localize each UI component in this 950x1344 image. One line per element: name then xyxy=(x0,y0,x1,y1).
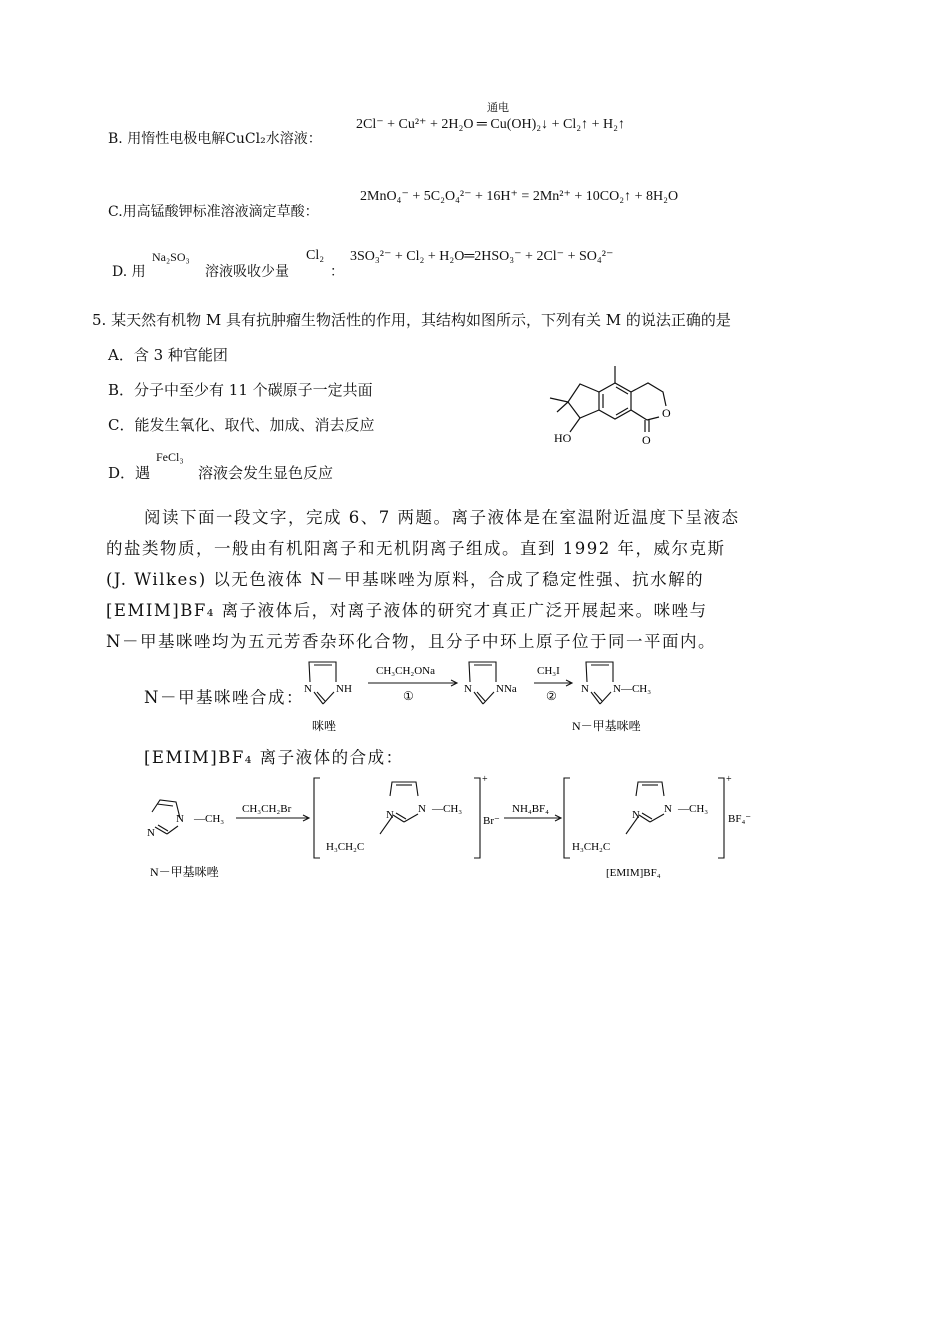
option-c-equation: 2MnO₄⁻ + 5C₂O₄²⁻ + 16H⁺ = 2Mn²⁺ + 10CO₂↑ + 8H₂O xyxy=(360,189,679,204)
option-b-equation: 2Cl⁻ + Cu²⁺ + 2H₂O ═ Cu(OH)₂↓ + Cl₂↑ + H₂↑ xyxy=(356,117,626,132)
start-n1: N xyxy=(176,813,184,825)
scheme-1-step-1: ① xyxy=(403,689,414,703)
scheme-1-step-2: ② xyxy=(546,689,557,703)
cation2-n1: N xyxy=(664,803,672,815)
imidazolide-nna: NNa xyxy=(496,683,517,695)
ring-oxygen-label: O xyxy=(662,406,671,420)
option-d-colon: ： xyxy=(330,264,344,280)
scheme-2-title: [EMIM]BF₄ 离子液体的合成： xyxy=(144,748,404,767)
cation1-ethyl: H₃CH₂C xyxy=(326,841,365,853)
question-5-option-b: B．分子中至少有 11 个碳原子一定共面 xyxy=(108,381,373,399)
tetrafluoroborate-anion: BF₄⁻ xyxy=(728,813,752,825)
scheme-2-reagent-1: CH₃CH₂Br xyxy=(242,803,292,815)
cation1-n3: N xyxy=(386,809,394,821)
scheme-1-reagent-1: CH₃CH₂ONa xyxy=(376,665,436,677)
scheme-1-reagent-2: CH₃I xyxy=(537,665,560,677)
methylimidazole-n3: N xyxy=(581,683,589,695)
question-5-option-c: C．能发生氧化、取代、加成、消去反应 xyxy=(108,416,375,434)
question-5-stem: 5. 某天然有机物 M 具有抗肿瘤生物活性的作用，其结构如图所示，下列有关 M 的说法正确的是 xyxy=(92,311,731,329)
start-methyl: —CH₃ xyxy=(194,813,225,825)
passage-line-1: 阅读下面一段文字，完成 6、7 两题。离子液体是在室温附近温度下呈液态 xyxy=(144,508,740,527)
question-5-option-d-prefix: D．遇 xyxy=(108,464,151,482)
option-d-equation: 3SO₃²⁻ + Cl₂ + H₂O═2HSO₃⁻ + 2Cl⁻ + SO₄²⁻ xyxy=(350,249,614,264)
scheme-2-start-name: N－甲基咪唑 xyxy=(150,865,219,879)
cation1-methyl: —CH₃ xyxy=(432,803,463,815)
passage-line-5: N－甲基咪唑均为五元芳香杂环化合物，且分子中环上原子位于同一平面内。 xyxy=(106,632,716,651)
imidazole-name: 咪唑 xyxy=(312,719,337,733)
passage-line-3: (J. Wilkes) 以无色液体 N－甲基咪唑为原料，合成了稳定性强、抗水解的 xyxy=(106,570,705,589)
methylimidazole-nme: N—CH₃ xyxy=(613,683,652,695)
electrolysis-condition: 通电 xyxy=(487,101,509,114)
passage-paragraph xyxy=(106,502,780,657)
scheme-1-title: N－甲基咪唑合成： xyxy=(144,688,304,707)
cation2-n3: N xyxy=(632,809,640,821)
question-5-option-a: A．含 3 种官能团 xyxy=(108,346,228,364)
cation1-charge: + xyxy=(482,774,488,785)
cation1-n1: N xyxy=(418,803,426,815)
scheme-2-reagent-2: NH₄BF₄ xyxy=(512,803,550,815)
question-5-option-d-reagent: FeCl₃ xyxy=(156,450,184,464)
option-d-middle: 溶液吸收少量 xyxy=(205,264,289,280)
bromide-anion: Br⁻ xyxy=(483,815,500,827)
carbonyl-oxygen-label: O xyxy=(642,433,651,447)
scheme-2-diagram xyxy=(140,772,760,888)
cation2-ethyl: H₃CH₂C xyxy=(572,841,611,853)
option-c-label: C.用高锰酸钾标准溶液滴定草酸： xyxy=(108,204,319,220)
scheme-1-diagram xyxy=(296,652,676,742)
imidazolide-n3: N xyxy=(464,683,472,695)
scheme-2-product-name: [EMIM]BF₄ xyxy=(606,867,661,879)
compound-m-structure xyxy=(540,352,700,452)
option-b-label: B. 用惰性电极电解CuCl₂水溶液： xyxy=(108,131,322,147)
passage-line-4: [EMIM]BF₄ 离子液体后，对离子液体的研究才真正广泛开展起来。咪唑与 xyxy=(106,601,708,620)
option-d-gas: Cl₂ xyxy=(306,248,325,263)
question-5-option-d-suffix: 溶液会发生显色反应 xyxy=(198,464,334,482)
scheme-1-product-name: N－甲基咪唑 xyxy=(572,719,641,733)
imidazole-n3: N xyxy=(304,683,312,695)
hydroxyl-label: HO xyxy=(554,431,572,445)
option-d-prefix: D. 用 xyxy=(112,264,146,280)
option-d-reagent: Na₂SO₃ xyxy=(152,250,190,264)
cation2-methyl: —CH₃ xyxy=(678,803,709,815)
cation2-charge: + xyxy=(726,774,732,785)
imidazole-nh: NH xyxy=(336,683,352,695)
start-n3: N xyxy=(147,827,155,839)
passage-line-2: 的盐类物质，一般由有机阳离子和无机阴离子组成。直到 1992 年，威尔克斯 xyxy=(106,539,726,558)
